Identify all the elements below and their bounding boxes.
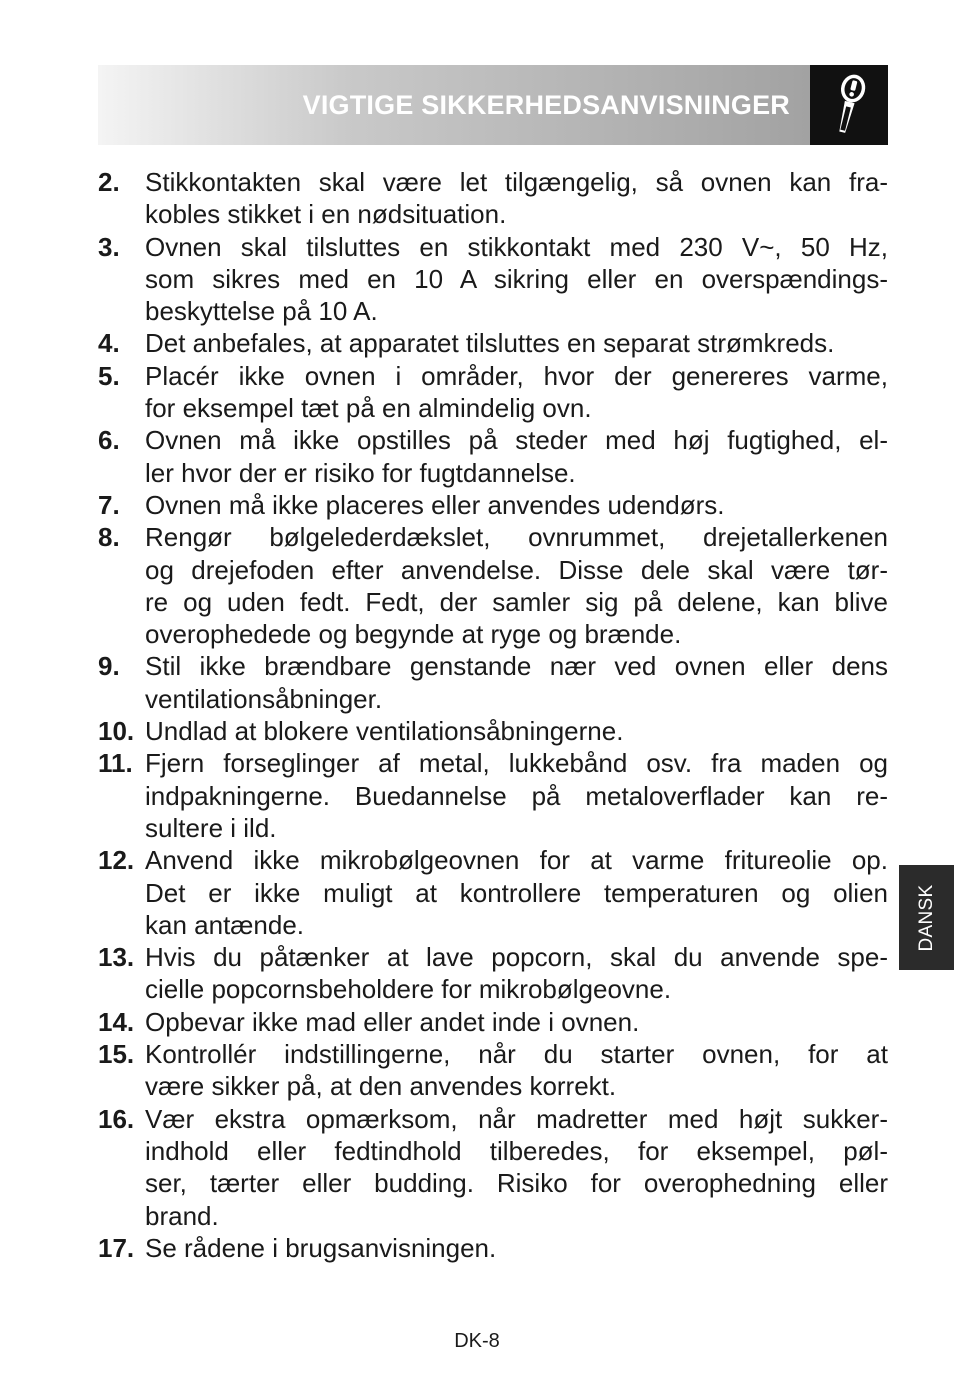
list-item: [98, 360, 888, 425]
item-text: [145, 231, 888, 328]
list-item: [98, 844, 888, 941]
item-number: 8.: [98, 522, 120, 553]
list-item: [98, 166, 888, 231]
item-text: [145, 1232, 888, 1264]
item-text: [145, 715, 888, 747]
item-text-line: Rengør bølgelederdækslet, ovnrummet, drejetallerkenen: [145, 522, 888, 553]
item-text: [145, 521, 888, 650]
item-number: 5.: [98, 360, 120, 391]
item-number: 6.: [98, 425, 120, 456]
item-text-line: være sikker på, at den anvendes korrekt.: [145, 1071, 617, 1102]
item-text: [145, 1006, 888, 1038]
list-item: [98, 1232, 888, 1264]
item-number: 7.: [98, 489, 120, 520]
list-item: [98, 650, 888, 715]
item-number: 2.: [98, 167, 120, 197]
exclamation-pen-icon: [828, 71, 870, 139]
item-text-line: som sikres med en 10 A sikring eller en overspændings-: [145, 263, 888, 294]
list-item: [98, 1006, 888, 1038]
item-text: [145, 489, 888, 521]
warning-icon-box: [810, 65, 888, 145]
item-number: 11.: [98, 748, 133, 779]
item-text: [145, 941, 888, 1006]
item-text-line: Stil ikke brændbare genstande nær ved ovnen eller dens: [145, 651, 888, 682]
item-text-line: kan antænde.: [145, 909, 305, 940]
item-number: 15.: [98, 1039, 135, 1070]
item-text-line: Undlad at blokere ventilationsåbningerne.: [145, 716, 624, 747]
list-item: [98, 521, 888, 650]
item-text-line: Se rådene i brugsanvisningen.: [145, 1232, 497, 1263]
item-text-line: overophedede og begynde at ryge og brænde.: [145, 619, 682, 650]
item-text-line: Placér ikke ovnen i områder, hvor der genereres varme,: [145, 360, 888, 391]
item-text: [145, 327, 888, 359]
item-text-line: Hvis du påtænker at lave popcorn, skal du anvende spe-: [145, 942, 888, 973]
item-text-line: ler hvor der er risiko for fugtdannelse.: [145, 457, 576, 488]
list-item: [98, 1038, 888, 1103]
list-item: [98, 1103, 888, 1232]
item-text-line: brand.: [145, 1200, 219, 1231]
header-bar: [98, 65, 810, 145]
safety-instructions-list: [98, 166, 888, 1264]
item-text-line: Ovnen skal tilsluttes en stikkontakt med 230 V~, 50 Hz,: [145, 231, 888, 262]
item-number: 16.: [98, 1103, 135, 1134]
item-number: 13.: [98, 942, 135, 973]
item-number: 4.: [98, 328, 120, 359]
item-text-line: indpakningerne. Buedannelse på metaloverflader kan re-: [145, 780, 888, 811]
item-number: 14.: [98, 1006, 135, 1037]
item-text-line: ventilationsåbninger.: [145, 683, 383, 714]
item-number: 17.: [98, 1232, 135, 1263]
language-tab-label: DANSK: [915, 884, 937, 951]
language-tab: [899, 865, 954, 970]
list-item: [98, 424, 888, 489]
item-text: [145, 360, 888, 425]
item-text-line: Det anbefales, at apparatet tilsluttes en separat strømkreds.: [145, 328, 835, 359]
item-text-line: Vær ekstra opmærksom, når madretter med højt sukker-: [145, 1103, 888, 1134]
section-header: [98, 65, 888, 145]
item-text: [145, 650, 888, 715]
section-title: VIGTIGE SIKKERHEDSANVISNINGER: [302, 90, 790, 120]
item-text-line: indhold eller fedtindhold tilberedes, for eksempel, pøl-: [145, 1135, 888, 1166]
list-item: [98, 941, 888, 1006]
item-number: 12.: [98, 845, 135, 876]
item-number: 3.: [98, 231, 120, 262]
list-item: [98, 715, 888, 747]
item-text-line: og drejefoden efter anvendelse. Disse dele skal være tør-: [145, 554, 888, 585]
list-item: [98, 747, 888, 844]
item-number: 9.: [98, 651, 120, 682]
list-item: [98, 327, 888, 359]
item-text-line: sultere i ild.: [145, 812, 277, 843]
item-text-line: ser, tærter eller budding. Risiko for overophedning eller: [145, 1168, 888, 1199]
list-item: [98, 231, 888, 328]
page-number: DK-8: [454, 1330, 500, 1352]
item-text-line: Stikkontakten skal være let tilgængelig, så ovnen kan fra-: [145, 167, 888, 197]
item-text: [145, 1103, 888, 1232]
item-text-line: Ovnen må ikke opstilles på steder med høj fugtighed, el-: [145, 425, 888, 456]
item-text: [145, 166, 888, 231]
item-text-line: cielle popcornsbeholdere for mikrobølgeovne.: [145, 974, 672, 1005]
item-text-line: Opbevar ikke mad eller andet inde i ovnen.: [145, 1006, 640, 1037]
item-text-line: beskyttelse på 10 A.: [145, 296, 378, 327]
list-item: [98, 489, 888, 521]
item-text-line: for eksempel tæt på en almindelig ovn.: [145, 393, 592, 424]
item-text: [145, 844, 888, 941]
item-text: [145, 1038, 888, 1103]
item-text-line: kobles stikket i en nødsituation.: [145, 199, 507, 230]
item-text-line: Ovnen må ikke placeres eller anvendes udendørs.: [145, 489, 725, 520]
item-text: [145, 424, 888, 489]
item-text: [145, 747, 888, 844]
item-text-line: Anvend ikke mikrobølgeovnen for at varme fritureolie op.: [145, 845, 888, 876]
item-text-line: Det er ikke muligt at kontrollere temperaturen og olien: [145, 877, 888, 908]
item-text-line: re og uden fedt. Fedt, der samler sig på delene, kan blive: [145, 586, 888, 617]
item-number: 10.: [98, 716, 135, 747]
item-text-line: Fjern forseglinger af metal, lukkebånd osv. fra maden og: [145, 748, 888, 779]
item-text-line: Kontrollér indstillingerne, når du starter ovnen, for at: [145, 1039, 888, 1070]
